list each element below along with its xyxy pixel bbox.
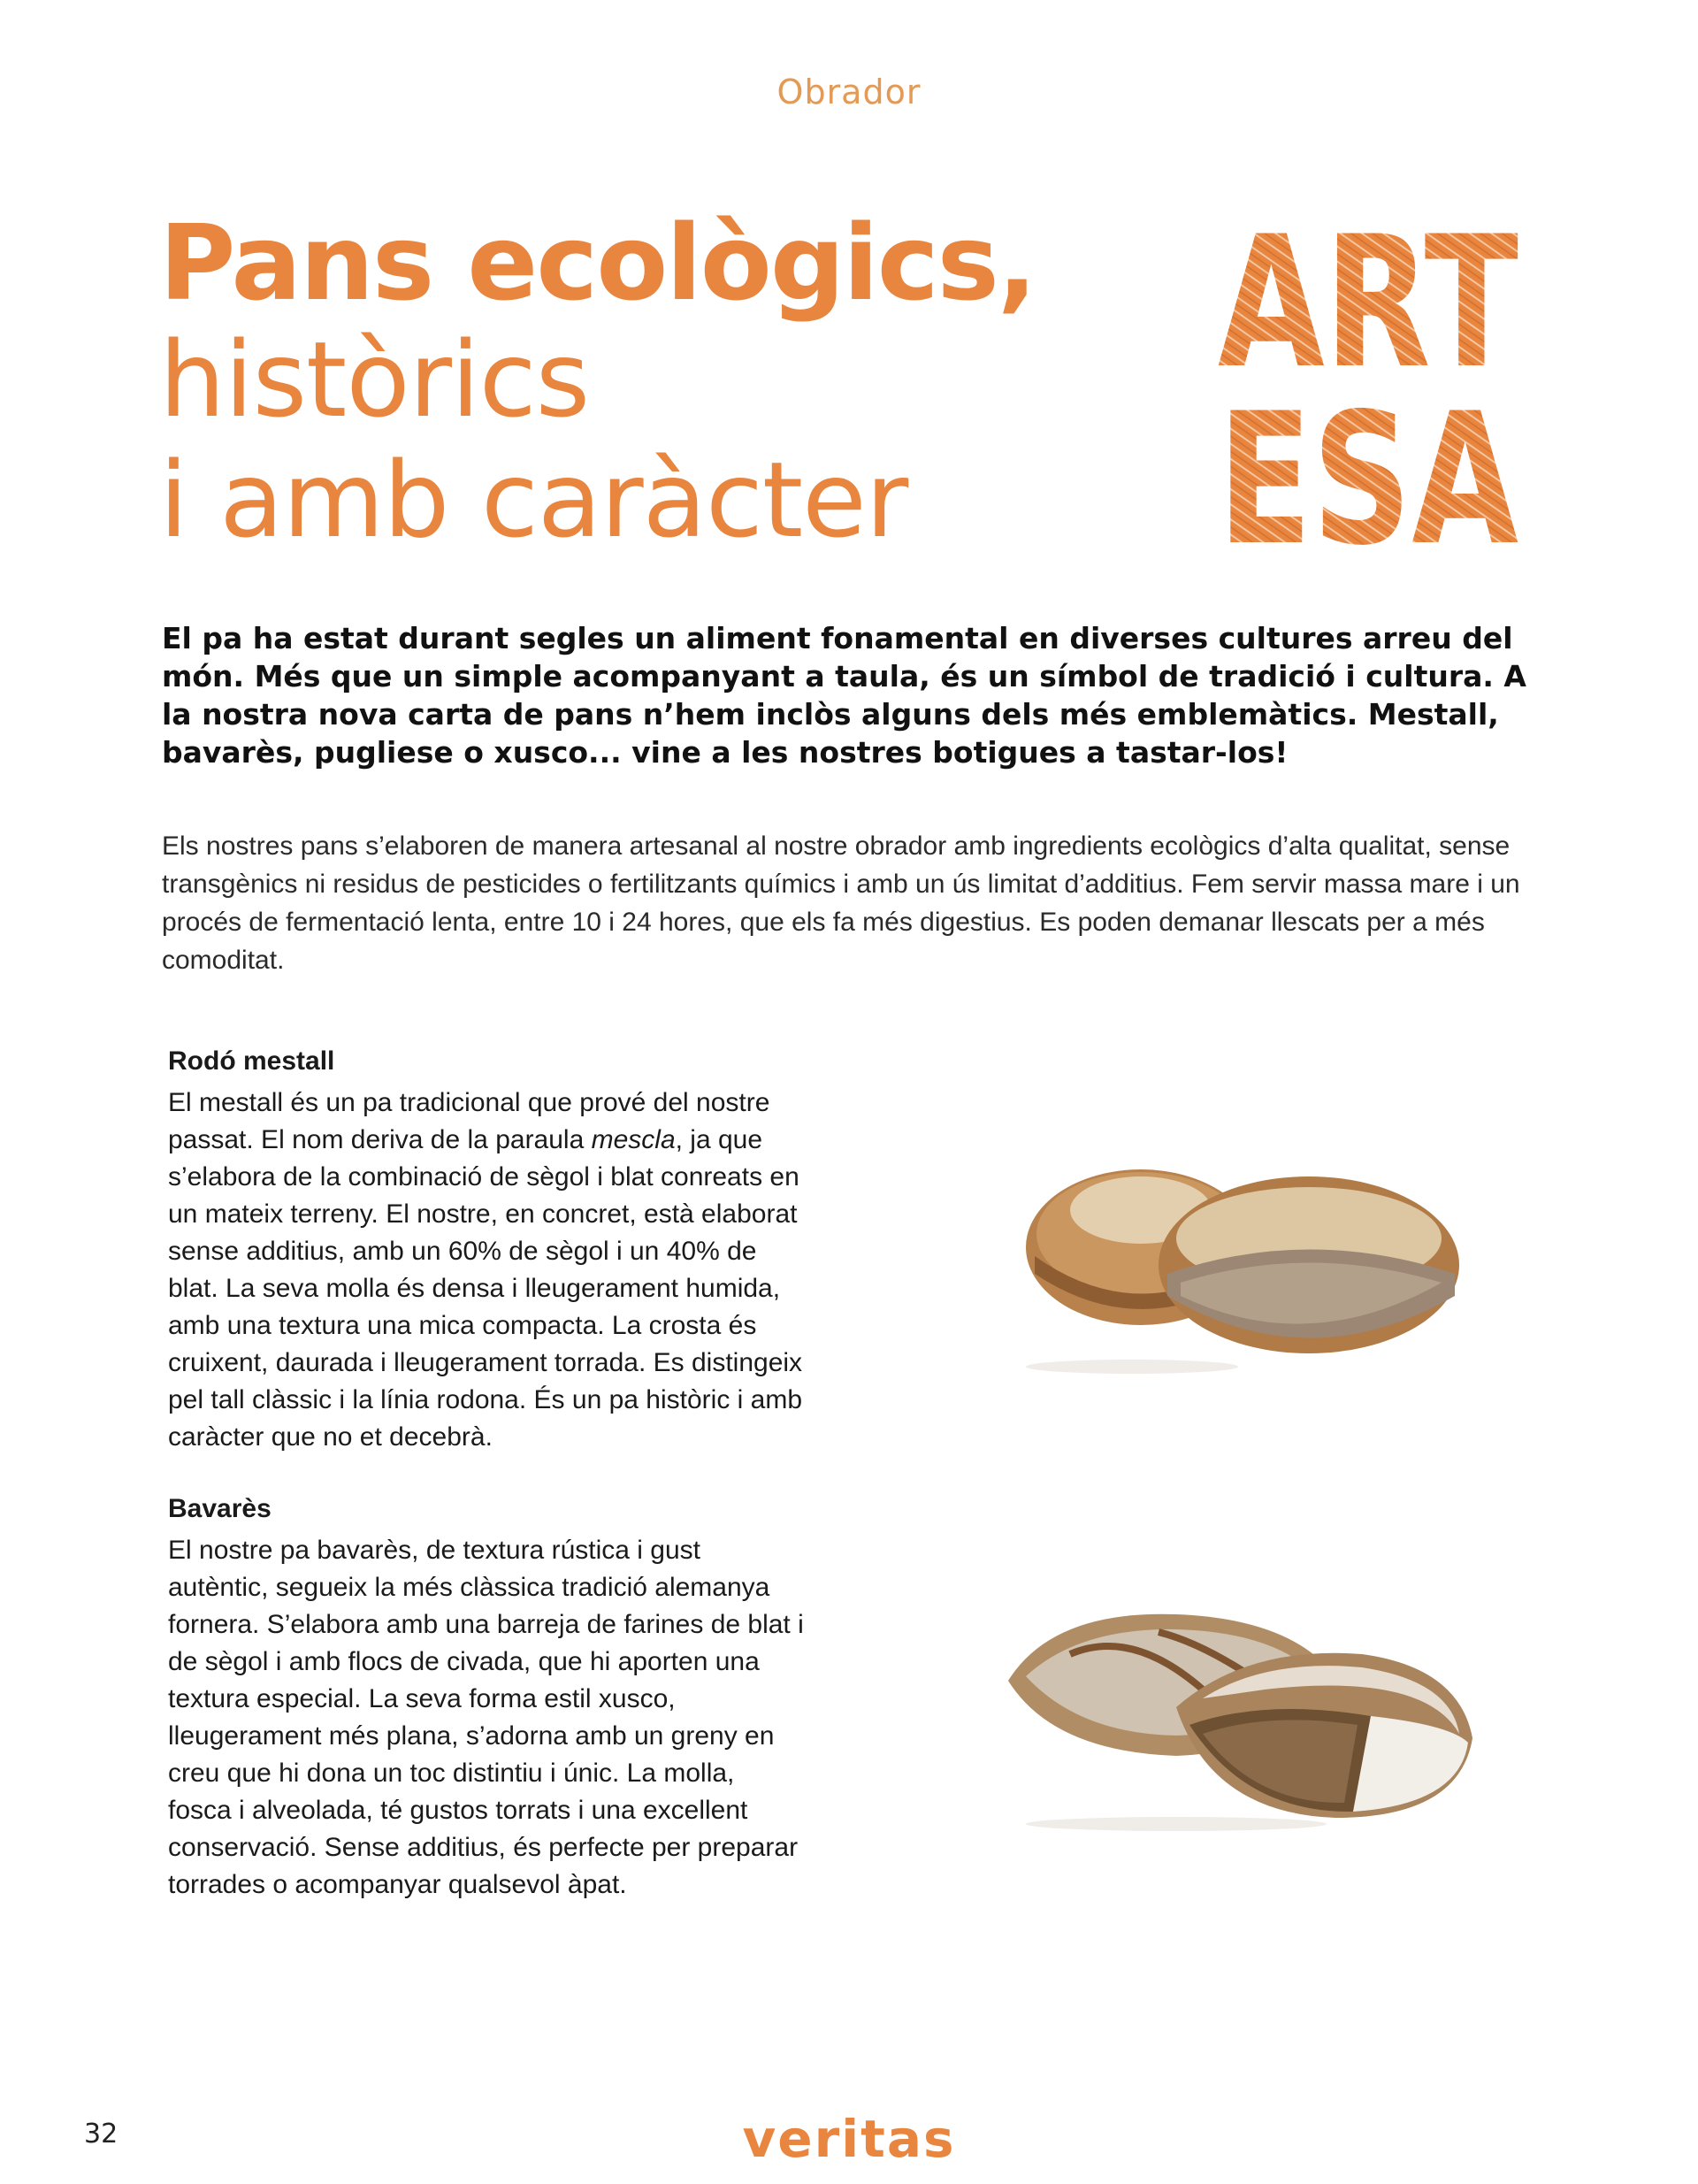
title-line-1: Pans ecològics,: [159, 202, 1036, 324]
page-number: 32: [84, 2119, 119, 2150]
product-title: Bavarès: [168, 1494, 272, 1523]
page-title: [159, 202, 1036, 568]
product-bavares: [168, 1491, 805, 1904]
body-paragraph: Els nostres pans s’elaboren de manera artesanal al nostre obrador amb ingredients ecològics d’alta qualitat, sense transgènics ni residus de pesticides o fertilitzants químics i amb un ús limitat d’additius. Fem servir massa mare i un procés de fermentació lenta, entre 10 i 24 hores, que els fa més digestius. Es poden demanar llescats per a més comoditat.: [162, 831, 1520, 975]
artesa-logo-row-1: ART: [1218, 198, 1518, 409]
section-label: Obrador: [776, 73, 922, 111]
artesa-logo-row-2: ESA: [1218, 375, 1518, 586]
intro-paragraph: El pa ha estat durant segles un aliment fonamental en diverses cultures arreu del món. Més que un simple acompanyant a taula, és un símbol de tradició i cultura. A la nostra nova carta de pans n’hem inclòs alguns dels més emblemàtics. Mestall, bavarès, pugliese o xusco... vine a les nostres botigues a tastar-los!: [162, 621, 1526, 770]
product-rodo-mestall: [168, 1044, 805, 1456]
round-bread-image: [1008, 1141, 1468, 1371]
product-description: El nostre pa bavarès, de textura rústica i gust autèntic, segueix la més clàssica tradició alemanya fornera. S’elabora amb una barreja de farines de blat i de sègol i amb flocs de civada, que hi aporten una textura especial. La seva forma estil xusco, lleugerament més plana, s’adorna amb un greny en creu que hi dona un toc distintiu i únic. La molla, fosca i alveolada, té gustos torrats i una excellent conservació. Sense additius, és perfecte per preparar torrades o acompanyar qualsevol àpat.: [168, 1536, 804, 1899]
bavarian-bread-image: [999, 1592, 1477, 1831]
title-line-3: i amb caràcter: [159, 439, 908, 561]
title-line-2: històrics: [159, 318, 590, 441]
product-description: El mestall és un pa tradicional que prové del nostre passat. El nom deriva de la paraula mescla, ja que s’elabora de la combinació de sègol i blat conreats en un mateix terreny. El nostre, en concret, està elaborat sense additius, amb un 60% de sègol i un 40% de blat. La seva molla és densa i lleugerament humida, amb una textura una mica compacta. La crosta és cruixent, daurada i lleugerament torrada. Es distingeix pel tall clàssic i la línia rodona. És un pa històric i amb caràcter que no et decebrà.: [168, 1088, 803, 1452]
artesa-logo: [1213, 198, 1523, 586]
product-title: Rodó mestall: [168, 1046, 335, 1076]
brand-logo: veritas: [742, 2109, 956, 2169]
